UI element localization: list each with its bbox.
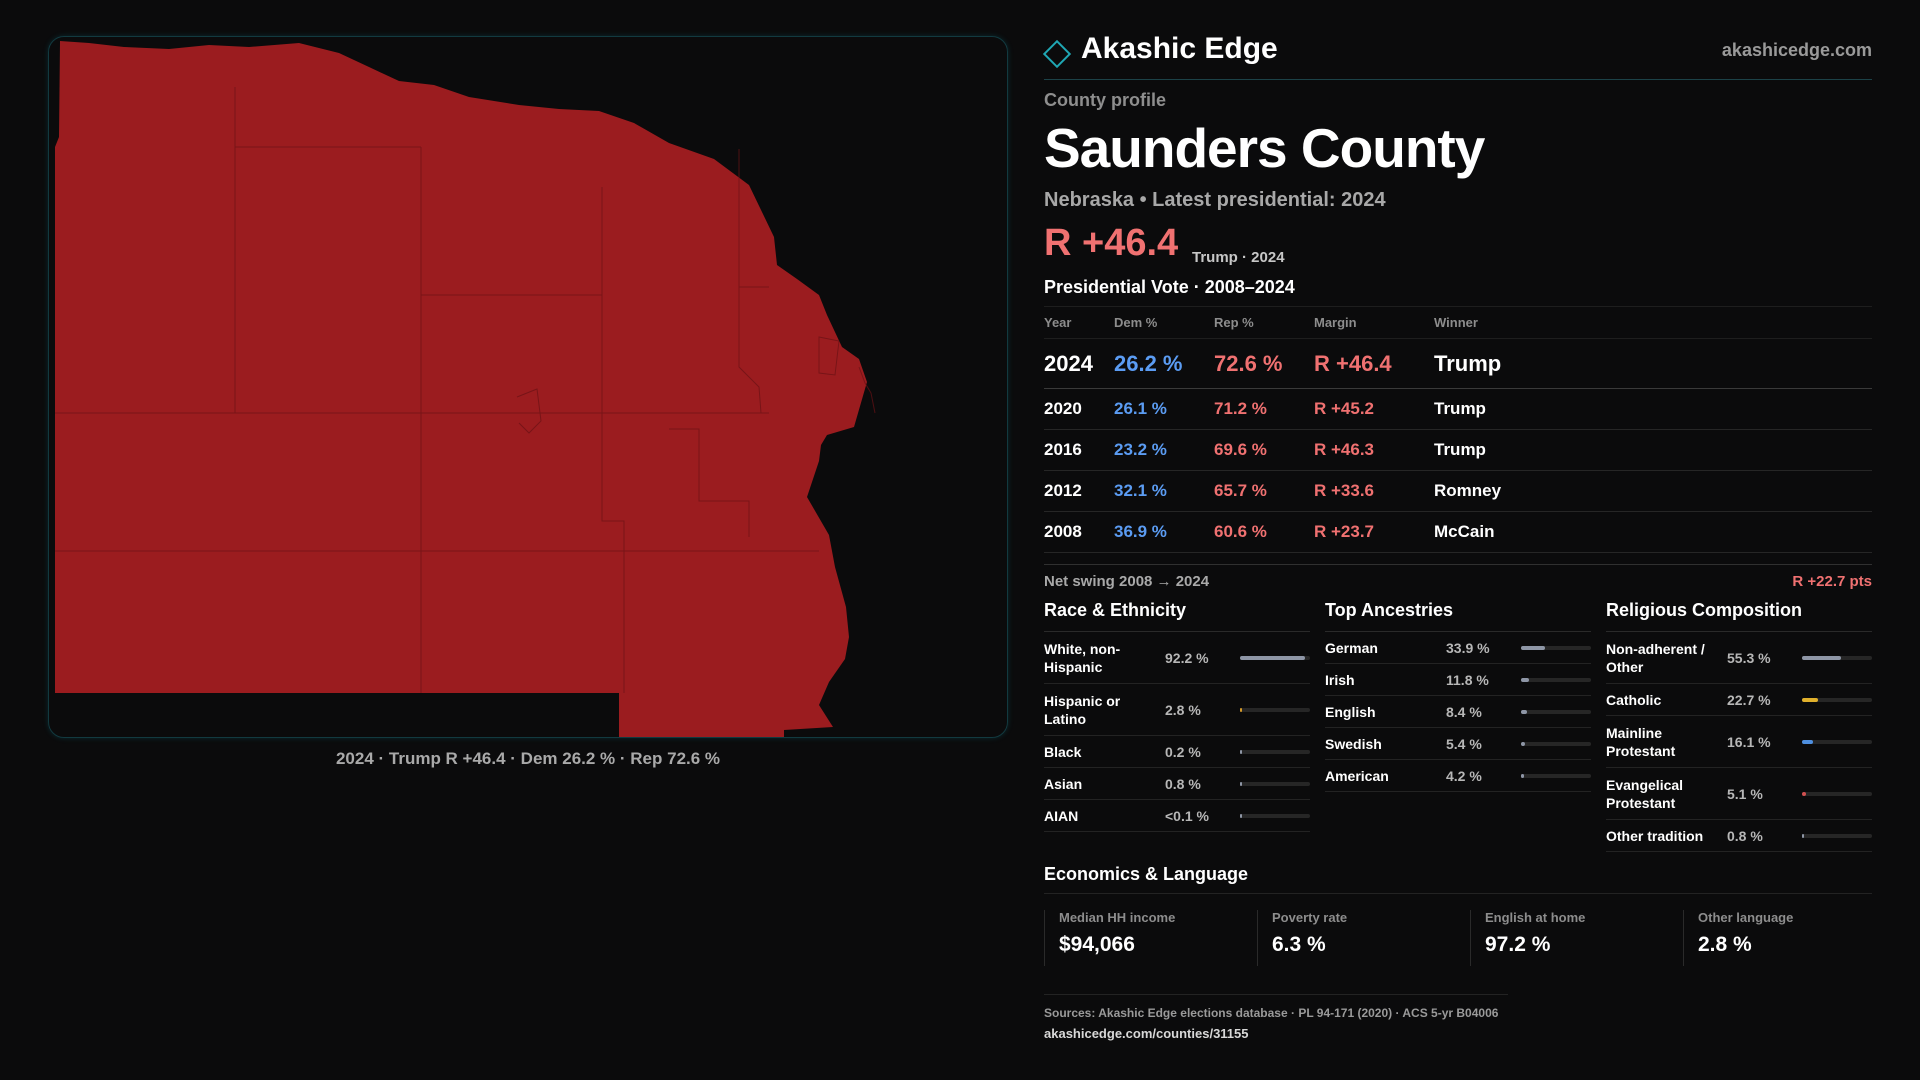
religion-bar-track bbox=[1802, 834, 1872, 838]
header-margin: Margin bbox=[1314, 315, 1357, 330]
religion-value: 16.1 % bbox=[1727, 734, 1771, 750]
net-swing bbox=[1044, 564, 1872, 590]
econ-stat-label: English at home bbox=[1485, 910, 1586, 925]
year-cell: 2020 bbox=[1044, 399, 1082, 418]
race-label: AIAN bbox=[1044, 808, 1079, 824]
race-row bbox=[1044, 736, 1310, 768]
econ-stat-value: 2.8 % bbox=[1698, 933, 1752, 956]
winner-cell: Trump bbox=[1434, 399, 1486, 418]
ancestry-row bbox=[1325, 760, 1591, 792]
ancestry-bar-track bbox=[1521, 678, 1591, 682]
econ-stat-label: Other language bbox=[1698, 910, 1794, 925]
race-label: Hispanic or Latino bbox=[1044, 693, 1121, 727]
header-dem: Dem % bbox=[1114, 315, 1158, 330]
ancestry-value: 5.4 % bbox=[1446, 736, 1482, 752]
ancestry-section-title: Top Ancestries bbox=[1325, 600, 1591, 632]
ancestry-bar-fill bbox=[1521, 774, 1524, 778]
ancestry-bar-track bbox=[1521, 742, 1591, 746]
religion-bar-track bbox=[1802, 656, 1872, 660]
ancestry-value: 4.2 % bbox=[1446, 768, 1482, 784]
sources-text: Sources: Akashic Edge elections database · PL 94-171 (2020) · ACS 5-yr B04006 bbox=[1044, 1006, 1499, 1020]
county-map-svg bbox=[49, 37, 1008, 738]
race-value: 2.8 % bbox=[1165, 702, 1201, 718]
ancestry-value: 33.9 % bbox=[1446, 640, 1490, 656]
race-bar-fill bbox=[1240, 782, 1242, 786]
econ-stat bbox=[1044, 910, 1233, 966]
ancestry-bar-fill bbox=[1521, 646, 1545, 650]
religion-row bbox=[1606, 716, 1872, 768]
race-label: Black bbox=[1044, 744, 1082, 760]
ancestry-row bbox=[1325, 632, 1591, 664]
dem-share-cell: 36.9 % bbox=[1114, 522, 1167, 541]
diamond-logo-icon bbox=[1043, 40, 1071, 68]
rep-share-cell: 60.6 % bbox=[1214, 522, 1267, 541]
race-section-title: Race & Ethnicity bbox=[1044, 600, 1310, 632]
dem-share-cell: 26.2 % bbox=[1114, 350, 1183, 376]
net-swing-value: R +22.7 pts bbox=[1792, 573, 1872, 590]
religion-label: Mainline Protestant bbox=[1606, 725, 1676, 759]
ancestry-bar-fill bbox=[1521, 678, 1529, 682]
race-row bbox=[1044, 768, 1310, 800]
ancestry-label: German bbox=[1325, 640, 1378, 656]
race-bar-track bbox=[1240, 750, 1310, 754]
profile-panel bbox=[1044, 0, 1872, 1080]
winner-cell: Romney bbox=[1434, 481, 1502, 500]
religion-bar-fill bbox=[1802, 698, 1818, 702]
religion-label: Catholic bbox=[1606, 692, 1662, 708]
econ-stat bbox=[1683, 910, 1872, 966]
religion-label: Evangelical Protestant bbox=[1606, 777, 1684, 811]
econ-stat-value: $94,066 bbox=[1059, 933, 1135, 956]
vote-row-2020 bbox=[1044, 389, 1872, 430]
dem-share-cell: 32.1 % bbox=[1114, 481, 1167, 500]
race-label: White, non-Hispanic bbox=[1044, 641, 1121, 675]
economics-title: Economics & Language bbox=[1044, 864, 1249, 884]
vote-row-2024 bbox=[1044, 339, 1872, 389]
econ-stat-label: Poverty rate bbox=[1272, 910, 1348, 925]
divider bbox=[1044, 994, 1508, 995]
religion-bar-fill bbox=[1802, 740, 1813, 744]
religion-value: 55.3 % bbox=[1727, 650, 1771, 666]
race-bar-fill bbox=[1240, 750, 1242, 754]
race-label: Asian bbox=[1044, 776, 1083, 792]
profile-label: County profile bbox=[1044, 90, 1166, 110]
map-caption: 2024 · Trump R +46.4 · Dem 26.2 % · Rep 72.6 % bbox=[335, 749, 721, 768]
race-bar-track bbox=[1240, 708, 1310, 712]
race-bar-fill bbox=[1240, 656, 1305, 660]
religion-label: Non-adherent / Other bbox=[1606, 641, 1705, 675]
race-value: 0.2 % bbox=[1165, 744, 1201, 760]
rep-share-cell: 65.7 % bbox=[1214, 481, 1267, 500]
religion-bar-track bbox=[1802, 792, 1872, 796]
winner-cell: Trump bbox=[1434, 350, 1502, 376]
religion-row bbox=[1606, 684, 1872, 716]
county-subtitle: Nebraska • Latest presidential: 2024 bbox=[1044, 189, 1386, 211]
ancestry-row bbox=[1325, 696, 1591, 728]
race-row bbox=[1044, 632, 1310, 684]
dem-share-cell: 23.2 % bbox=[1114, 440, 1167, 459]
source-url-link[interactable]: akashicedge.com/counties/31155 bbox=[1044, 1026, 1249, 1041]
religion-section-title: Religious Composition bbox=[1606, 600, 1872, 632]
religion-value: 5.1 % bbox=[1727, 786, 1763, 802]
vote-table bbox=[1044, 306, 1872, 553]
race-bar-fill bbox=[1240, 708, 1242, 712]
religion-bar-fill bbox=[1802, 792, 1806, 796]
ancestry-value: 11.8 % bbox=[1446, 672, 1489, 688]
econ-stat bbox=[1257, 910, 1446, 966]
winner-cell: Trump bbox=[1434, 440, 1486, 459]
brand-url-link[interactable]: akashicedge.com bbox=[1721, 40, 1872, 60]
race-bar-track bbox=[1240, 656, 1310, 660]
ancestry-label: Irish bbox=[1325, 672, 1355, 688]
header-year: Year bbox=[1044, 315, 1072, 330]
race-row bbox=[1044, 684, 1310, 736]
header-rep: Rep % bbox=[1214, 315, 1254, 330]
vote-table-title: Presidential Vote · 2008–2024 bbox=[1044, 277, 1295, 297]
county-shape bbox=[55, 41, 867, 738]
winner-cell: McCain bbox=[1434, 522, 1495, 541]
rep-share-cell: 69.6 % bbox=[1214, 440, 1267, 459]
religion-row bbox=[1606, 632, 1872, 684]
year-cell: 2012 bbox=[1044, 481, 1082, 500]
headline-note: Trump · 2024 bbox=[1192, 249, 1285, 266]
ancestry-row bbox=[1325, 728, 1591, 760]
race-ethnicity-section bbox=[1044, 600, 1310, 832]
religion-row bbox=[1606, 768, 1872, 820]
ancestry-label: Swedish bbox=[1325, 736, 1382, 752]
religion-bar-track bbox=[1802, 740, 1872, 744]
brand-name: Akashic Edge bbox=[1081, 32, 1278, 65]
race-value: 0.8 % bbox=[1165, 776, 1201, 792]
religion-value: 0.8 % bbox=[1727, 828, 1763, 844]
ancestry-bar-fill bbox=[1521, 710, 1527, 714]
race-bar-track bbox=[1240, 782, 1310, 786]
ancestry-row bbox=[1325, 664, 1591, 696]
econ-stat-value: 97.2 % bbox=[1485, 933, 1551, 956]
race-value: 92.2 % bbox=[1165, 650, 1209, 666]
year-cell: 2024 bbox=[1044, 350, 1093, 376]
margin-cell: R +46.3 bbox=[1314, 440, 1375, 459]
race-bar-fill bbox=[1240, 814, 1242, 818]
ancestry-bar-track bbox=[1521, 710, 1591, 714]
margin-cell: R +46.4 bbox=[1314, 350, 1392, 376]
vote-row-2012 bbox=[1044, 471, 1872, 512]
margin-cell: R +33.6 bbox=[1314, 481, 1375, 500]
religion-label: Other tradition bbox=[1606, 828, 1704, 844]
religion-value: 22.7 % bbox=[1727, 692, 1771, 708]
margin-cell: R +23.7 bbox=[1314, 522, 1375, 541]
rep-share-cell: 71.2 % bbox=[1214, 399, 1267, 418]
page-title: Saunders County bbox=[1044, 117, 1485, 179]
headline-margin: R +46.4 bbox=[1044, 222, 1179, 264]
county-map[interactable] bbox=[48, 36, 1008, 738]
year-cell: 2008 bbox=[1044, 522, 1082, 541]
econ-stat-value: 6.3 % bbox=[1272, 933, 1326, 956]
ancestry-label: English bbox=[1325, 704, 1376, 720]
divider bbox=[1044, 893, 1872, 894]
econ-stat bbox=[1470, 910, 1659, 966]
year-cell: 2016 bbox=[1044, 440, 1082, 459]
header-winner: Winner bbox=[1434, 315, 1478, 330]
net-swing-label: Net swing 2008 → 2024 bbox=[1044, 573, 1210, 590]
vote-row-2008 bbox=[1044, 512, 1872, 553]
ancestry-label: American bbox=[1325, 768, 1389, 784]
ancestry-bar-track bbox=[1521, 774, 1591, 778]
ancestry-value: 8.4 % bbox=[1446, 704, 1482, 720]
religion-row bbox=[1606, 820, 1872, 852]
religion-bar-fill bbox=[1802, 656, 1841, 660]
race-bar-track bbox=[1240, 814, 1310, 818]
religion-bar-fill bbox=[1802, 834, 1804, 838]
econ-stat-label: Median HH income bbox=[1059, 910, 1176, 925]
rep-share-cell: 72.6 % bbox=[1214, 350, 1283, 376]
religion-section bbox=[1606, 600, 1872, 852]
ancestry-bar-fill bbox=[1521, 742, 1525, 746]
vote-table-header bbox=[1044, 307, 1872, 339]
race-value: <0.1 % bbox=[1165, 808, 1209, 824]
ancestry-section bbox=[1325, 600, 1591, 792]
vote-row-2016 bbox=[1044, 430, 1872, 471]
religion-bar-track bbox=[1802, 698, 1872, 702]
race-row bbox=[1044, 800, 1310, 832]
margin-cell: R +45.2 bbox=[1314, 399, 1375, 418]
brand-header bbox=[1044, 30, 1872, 80]
ancestry-bar-track bbox=[1521, 646, 1591, 650]
dem-share-cell: 26.1 % bbox=[1114, 399, 1167, 418]
